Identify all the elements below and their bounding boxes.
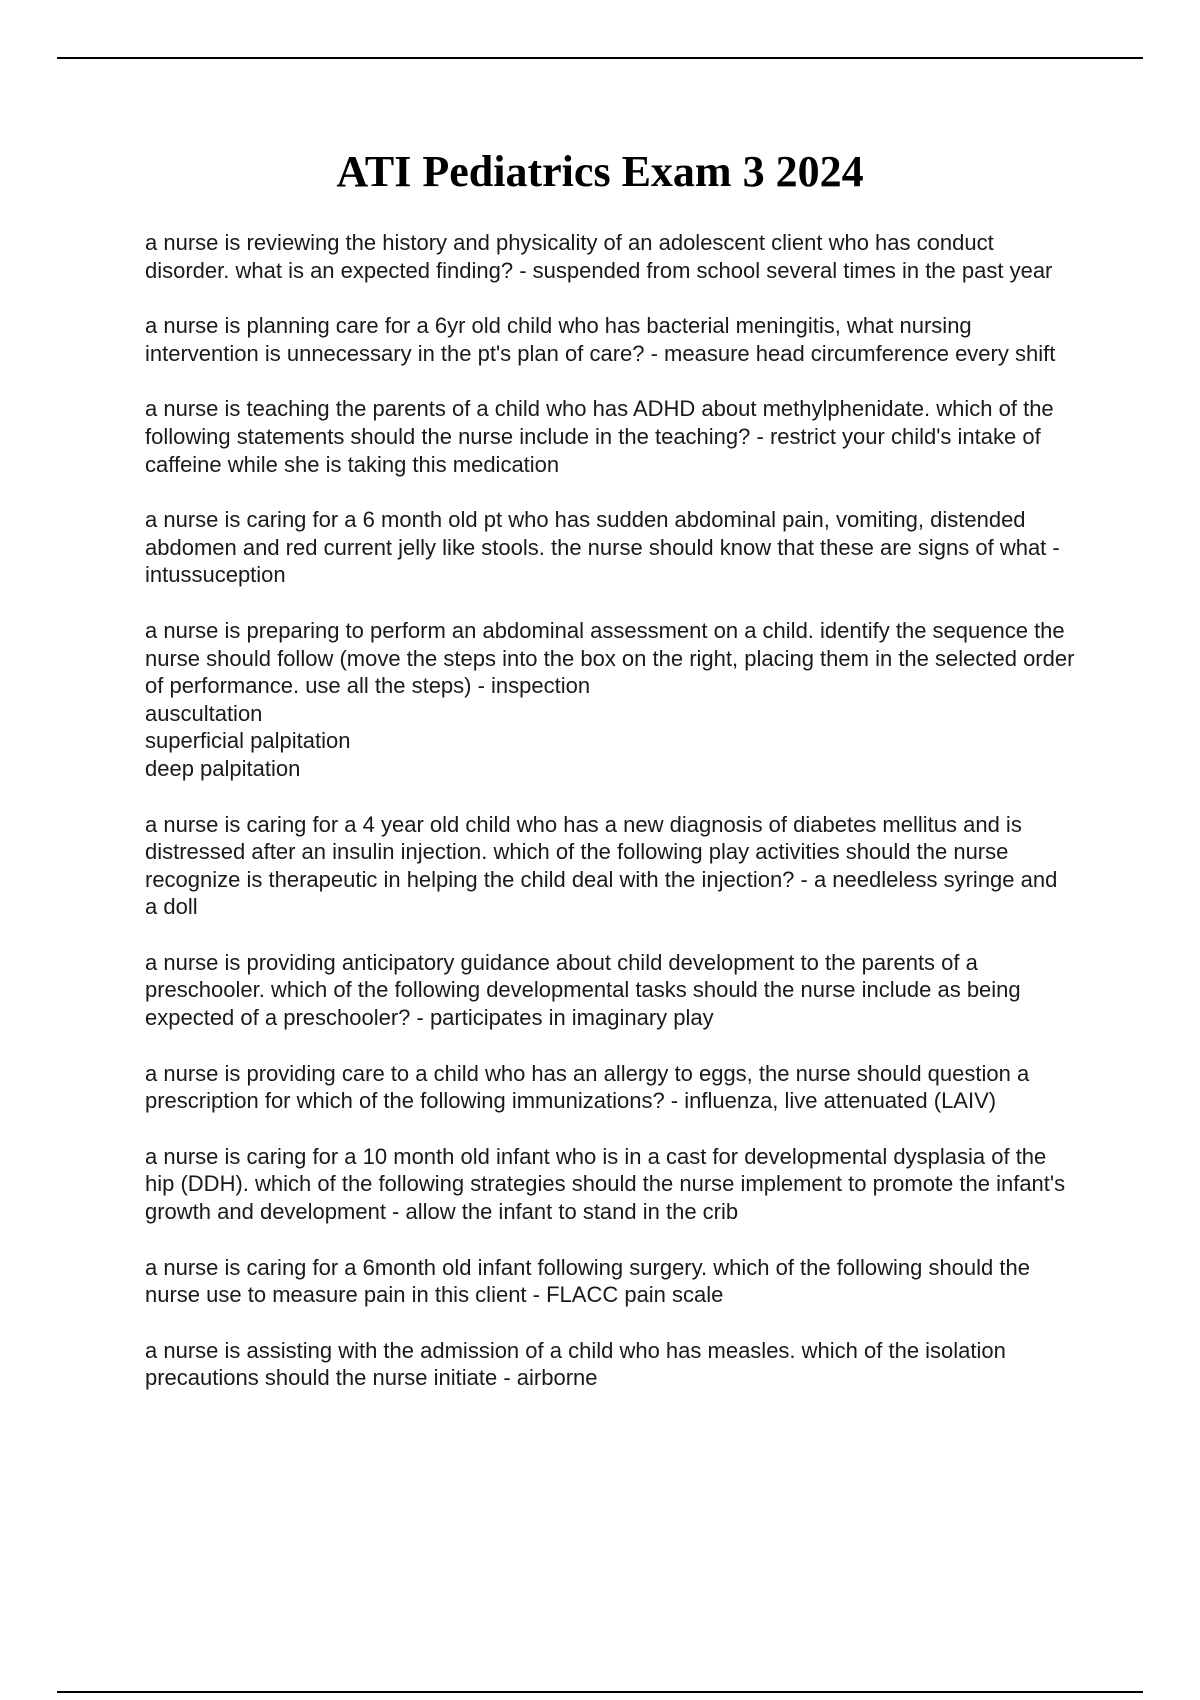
qa-text: a nurse is reviewing the history and physicality of an adolescent client who has conduct disorder. what is an expected finding? - suspended from school several times in the past year (145, 230, 1053, 283)
qa-text: a nurse is planning care for a 6yr old child who has bacterial meningitis, what nursing intervention is unnecessary in the pt's plan of care? - measure head circumference every shift (145, 313, 1056, 366)
qa-item (145, 506, 1075, 589)
qa-item (145, 811, 1075, 921)
qa-item (145, 1143, 1075, 1226)
document-title: ATI Pediatrics Exam 3 2024 (336, 147, 864, 196)
qa-item (145, 1337, 1075, 1392)
qa-item (145, 395, 1075, 478)
qa-text: a nurse is caring for a 10 month old infant who is in a cast for developmental dysplasia of the hip (DDH). which of the following strategies should the nurse implement to promote the infant's growth and development - allow the infant to stand in the crib (145, 1143, 1066, 1225)
top-divider (57, 57, 1143, 59)
qa-item (145, 1254, 1075, 1309)
qa-item (145, 229, 1075, 284)
qa-item (145, 617, 1075, 783)
qa-text: a nurse is assisting with the admission of a child who has measles. which of the isolation precautions should the nurse initiate - airborne (145, 1337, 1006, 1391)
qa-item (145, 1060, 1075, 1115)
qa-text: a nurse is caring for a 4 year old child who has a new diagnosis of diabetes mellitus and is distressed after an insulin injection. which of the following play activities should the nurse recognize is therapeutic in helping the child deal with the injection? - a needleless syringe and a doll (145, 811, 1058, 920)
qa-text: a nurse is teaching the parents of a child who has ADHD about methylphenidate. which of the following statements should the nurse include in the teaching? - restrict your child's intake of caffeine while she is taking this medication (145, 396, 1054, 477)
qa-item (145, 312, 1075, 367)
bottom-divider (57, 1691, 1143, 1693)
qa-text: a nurse is caring for a 6month old infant following surgery. which of the following should the nurse use to measure pain in this client - FLACC pain scale (145, 1254, 1030, 1308)
qa-item (145, 949, 1075, 1032)
qa-list (145, 229, 1075, 1420)
qa-text: a nurse is providing anticipatory guidance about child development to the parents of a preschooler. which of the following developmental tasks should the nurse include as being expected of a preschooler? - participates in imaginary play (145, 949, 1021, 1031)
qa-text: a nurse is providing care to a child who has an allergy to eggs, the nurse should question a prescription for which of the following immunizations? - influenza, live attenuated (LAIV) (145, 1060, 1030, 1114)
qa-text: a nurse is caring for a 6 month old pt who has sudden abdominal pain, vomiting, distended abdomen and red current jelly like stools. the nurse should know that these are signs of what - intussuception (145, 507, 1060, 588)
qa-text: a nurse is preparing to perform an abdominal assessment on a child. identify the sequence the nurse should follow (move the steps into the box on the right, placing them in the selected order of performance. use all the steps) - inspection auscultation superficial palpitation deep palpitation (145, 617, 1075, 781)
